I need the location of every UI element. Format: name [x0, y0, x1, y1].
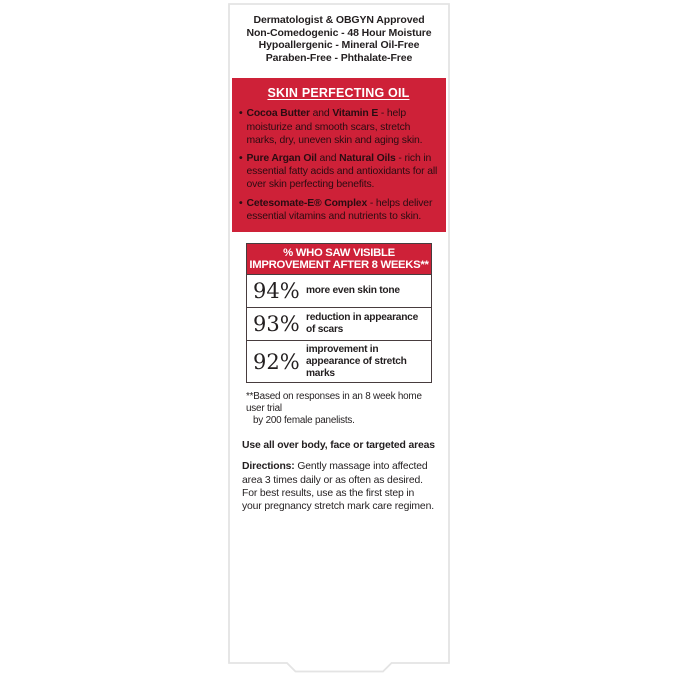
bullet-plain: and [316, 152, 340, 164]
stat-percentage: 94% [253, 279, 300, 303]
bullet-bold: Vitamin E [332, 108, 379, 120]
bullet-plain: - helps deliver essential vitamins and nutrients to skin. [246, 197, 433, 222]
table-row [247, 340, 431, 382]
benefits-box [232, 78, 446, 232]
trial-footnote [246, 391, 438, 427]
approval-line: Dermatologist & OBGYN Approved [253, 14, 425, 26]
bullet-bold: Pure Argan Oil [246, 152, 317, 164]
bullet-dot-icon: • [239, 152, 243, 164]
bullet-plain: and [309, 108, 333, 120]
label-panel [228, 3, 450, 675]
benefits-title: SKIN PERFECTING OIL [267, 86, 410, 101]
bullet-plain: - rich in essential fatty acids and antioxidants for all over skin perfecting benefits. [246, 152, 438, 191]
directions-text: Gently massage into affected area 3 times daily or as often as desired. For best results, use as the first step in your pregnancy stretch mark care regimen. [242, 461, 434, 512]
table-row [247, 307, 431, 340]
bullet-bold: Natural Oils [339, 152, 396, 164]
stats-table [246, 243, 432, 383]
stat-label: improvement in appearance of stretch marks [306, 344, 407, 379]
stats-header-line: IMPROVEMENT AFTER 8 WEEKS** [249, 259, 429, 271]
benefit-bullet-cocoa-butter [239, 107, 438, 147]
panel-content [230, 5, 448, 513]
approval-line: Hypoallergenic - Mineral Oil-Free [258, 39, 420, 52]
directions-paragraph [242, 460, 435, 513]
bullet-text [247, 152, 439, 192]
bullet-text [247, 107, 439, 147]
table-row [247, 274, 431, 307]
stats-table-header [247, 244, 431, 274]
approval-line: Paraben-Free - Phthalate-Free [265, 51, 413, 64]
benefit-bullet-argan-oil [239, 152, 438, 192]
stat-label: reduction in appearance of scars [306, 312, 419, 335]
directions-label: Directions: [242, 461, 295, 473]
approvals-block [230, 5, 448, 64]
benefit-bullet-cetesomate [239, 197, 438, 223]
usage-areas-line: Use all over body, face or targeted areas [242, 440, 435, 452]
stat-percentage: 93% [253, 312, 300, 336]
bullet-dot-icon: • [239, 197, 243, 209]
stats-header-line: % WHO SAW VISIBLE [283, 247, 395, 259]
bullet-bold: Cetesomate-E® Complex [246, 197, 368, 209]
footnote-line: **Based on responses in an 8 week home user trial [246, 391, 422, 415]
approval-line: Non-Comedogenic - 48 Hour Moisture [246, 26, 432, 39]
bullet-text [247, 197, 439, 223]
bullet-plain: - help moisturize and smooth scars, stretch marks, dry, uneven skin and aging skin. [246, 108, 423, 146]
stat-label: more even skin tone [306, 285, 400, 297]
footnote-line: by 200 female panelists. [253, 415, 355, 427]
bullet-dot-icon: • [239, 108, 243, 120]
stat-percentage: 92% [253, 349, 300, 374]
bullet-bold: Cocoa Butter [246, 108, 310, 120]
